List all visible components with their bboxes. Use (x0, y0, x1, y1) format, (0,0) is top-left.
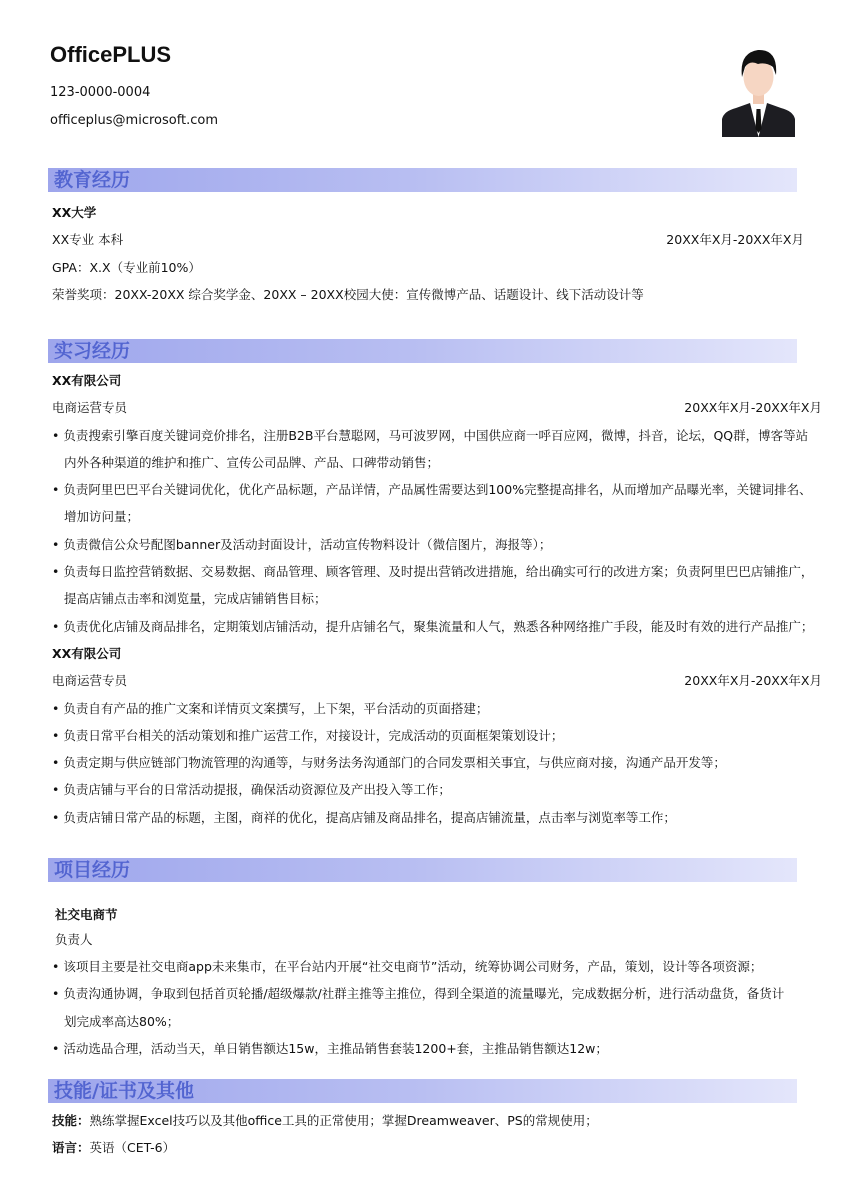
section-title: 技能/证书及其他 (54, 1080, 194, 1102)
bullet-line: • 负责店铺日常产品的标题，主图，商祥的优化，提高店铺及商品排名，提高店铺流量，点击率与浏览率等工作； (52, 809, 676, 825)
project-role: 负责人 (55, 932, 93, 947)
bullet-line: • 负责定期与供应链部门物流管理的沟通等，与财务法务沟通部门的合同发票相关事宜，与供应商对接，沟通产品开发等； (52, 755, 726, 771)
project-bullets (52, 953, 822, 1062)
bullet-line: 增加访问量； (64, 509, 140, 525)
bullet-line: • 该项目主要是社交电商app未来集市，在平台站内开展“社交电商节”活动，统筹协调公司财务，产品，策划，设计等各项资源； (52, 959, 763, 974)
projects-section (55, 902, 825, 952)
company-name: XX有限公司 (52, 373, 122, 388)
section-header-internship (48, 339, 797, 363)
skills-label: 技能： (52, 1113, 90, 1128)
job-date: 20XX年X月-20XX年X月 (684, 400, 822, 416)
phone: 123-0000-0004 (50, 85, 151, 100)
school-name: XX大学 (52, 205, 97, 220)
bullet-line: • 负责自有产品的推广文案和详情页文案撰写，上下架，平台活动的页面搭建； (52, 700, 489, 716)
section-header-projects (48, 858, 797, 882)
education-section (52, 199, 804, 308)
bullet-line: • 负责沟通协调，争取到包括首页轮播/超级爆款/社群主推等主推位，得到全渠道的流量曝光，完成数据分析，进行活动盘货，备货计 (52, 986, 785, 1002)
skills-text: 熟练掌握Excel技巧以及其他office工具的正常使用；掌握Dreamweaver、PS的常规使用； (89, 1113, 598, 1128)
major: XX专业 本科 (52, 232, 124, 248)
bullet-line: • 负责优化店铺及商品排名，定期策划店铺活动，提升店铺名气，聚集流量和人气，熟悉各种网络推广手段，能及时有效的进行产品推广； (52, 618, 814, 634)
internship-section (52, 367, 822, 831)
section-title: 实习经历 (54, 340, 131, 362)
avatar (722, 45, 795, 137)
bullet-line: • 负责搜索引擎百度关键词竞价排名，注册B2B平台慧聪网，马可波罗网，中国供应商一呼百应网，微博，抖音，论坛，QQ群，博客等站 (52, 427, 809, 443)
job-role: 电商运营专员 (52, 673, 128, 689)
bullet-line: • 活动选品合理，活动当天，单日销售额达15w，主推品销售套装1200+套，主推品销售额达12w； (52, 1040, 608, 1056)
honors: 荣誉奖项：20XX-20XX 综合奖学金、20XX – 20XX校园大使：宣传微博产品、话题设计、线下活动设计等 (52, 286, 644, 302)
section-header-education (48, 168, 797, 192)
bullet-line: • 负责微信公众号配图banner及活动封面设计，活动宣传物料设计（微信图片，海报等）； (52, 536, 552, 552)
section-title: 项目经历 (54, 859, 131, 881)
skills-section (52, 1107, 822, 1162)
bullet-line: • 负责店铺与平台的日常活动提报，确保活动资源位及产出投入等工作； (52, 782, 451, 798)
job-date: 20XX年X月-20XX年X月 (684, 673, 822, 689)
email: officeplus@microsoft.com (50, 113, 219, 128)
bullet-line: 提高店铺点击率和浏览量，完成店铺销售目标； (64, 591, 327, 607)
company-name: XX有限公司 (52, 645, 122, 661)
bullet-line: • 负责日常平台相关的活动策划和推广运营工作，对接设计，完成活动的页面框架策划设计； (52, 727, 564, 743)
bullet-line: • 负责阿里巴巴平台关键词优化，优化产品标题，产品详情，产品属性需要达到100%完整提高排名，从而增加产品曝光率，关键词排名、 (52, 482, 812, 498)
job-role: 电商运营专员 (52, 400, 128, 416)
gpa: GPA：X.X（专业前10%） (52, 259, 201, 275)
candidate-name: OfficePLUS (50, 42, 172, 67)
language-label: 语言： (52, 1140, 90, 1156)
bullet-line: 划完成率高达80%； (64, 1013, 180, 1029)
project-name: 社交电商节 (55, 907, 118, 922)
education-date: 20XX年X月-20XX年X月 (666, 232, 804, 248)
section-title: 教育经历 (54, 169, 131, 191)
bullet-line: • 负责每日监控营销数据、交易数据、商品管理、顾客管理、及时提出营销改进措施，给出确实可行的改进方案；负责阿里巴巴店铺推广， (52, 564, 814, 580)
section-header-skills (48, 1079, 797, 1103)
bullet-line: 内外各种渠道的维护和推广、宣传公司品牌、产品、口碑带动销售； (64, 454, 440, 470)
language-text: 英语（CET-6） (89, 1140, 176, 1156)
